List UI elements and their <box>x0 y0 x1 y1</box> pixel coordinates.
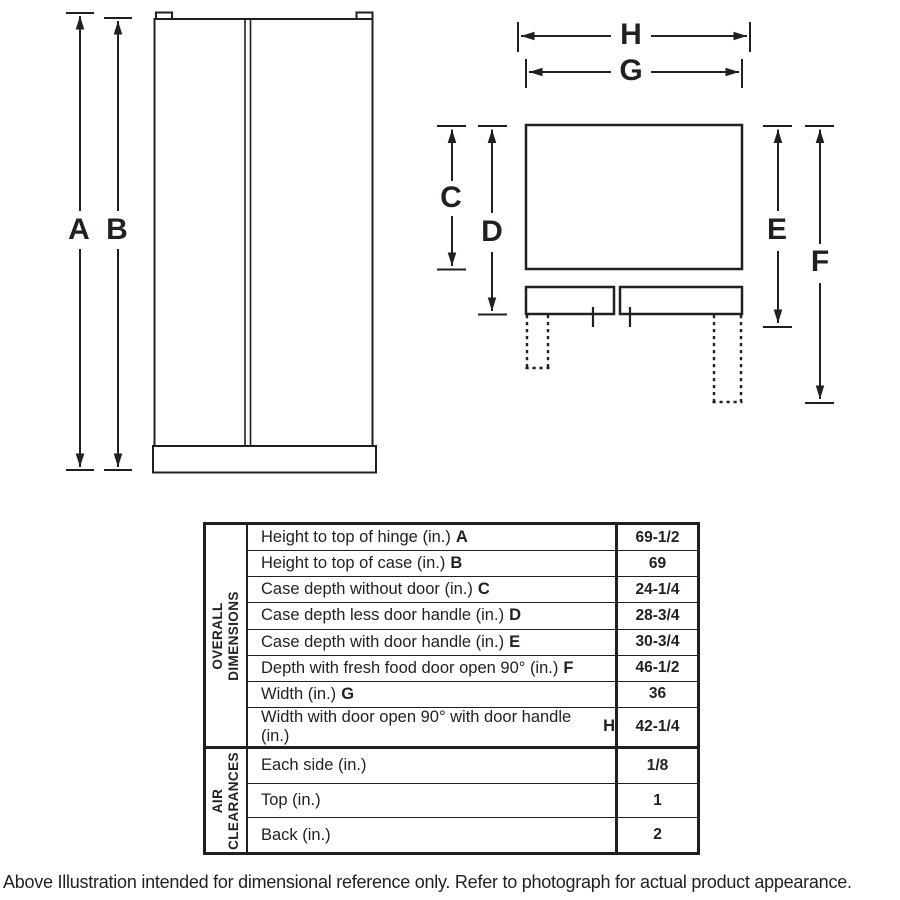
dim-label-c: C <box>440 181 462 214</box>
section-header-line: DIMENSIONS <box>226 590 241 681</box>
row-value: 46-1/2 <box>615 656 697 681</box>
row-value: 30-3/4 <box>615 630 697 655</box>
row-dim-key: E <box>509 632 521 651</box>
row-label: Back (in.) <box>261 825 331 844</box>
table-row <box>248 818 697 852</box>
row-label: Case depth with door handle (in.) E <box>261 632 521 651</box>
row-value: 1/8 <box>615 749 697 783</box>
row-label: Case depth less door handle (in.) D <box>261 606 521 625</box>
section-header-line: OVERALL <box>209 601 225 670</box>
dim-label-a: A <box>68 213 90 246</box>
row-dim-key: A <box>455 528 468 547</box>
front-view-left-hinge <box>156 13 172 20</box>
row-value: 69 <box>615 551 697 576</box>
row-value: 28-3/4 <box>615 603 697 628</box>
top-view-case <box>526 125 742 269</box>
front-view-case <box>155 19 373 446</box>
row-value: 24-1/4 <box>615 577 697 602</box>
dim-label-d: D <box>481 215 503 248</box>
table-row <box>248 551 697 577</box>
row-value: 2 <box>615 818 697 852</box>
row-dim-key: H <box>603 717 615 736</box>
table-row <box>248 603 697 629</box>
row-dim-key: C <box>477 580 490 599</box>
table-row <box>248 525 697 551</box>
top-view-right-door-open-outline <box>713 315 743 402</box>
section-header-overall-dimensions <box>206 525 248 746</box>
top-view-right-door <box>620 287 742 314</box>
row-label: Case depth without door (in.) C <box>261 580 490 599</box>
dim-label-g: G <box>619 54 643 87</box>
top-view-left-door <box>526 287 614 314</box>
row-value: 69-1/2 <box>615 525 697 550</box>
row-value: 36 <box>615 682 697 707</box>
table-row <box>248 630 697 656</box>
disclaimer-caption: Above Illustration intended for dimensional reference only. Refer to photograph for actual product appearance. <box>3 872 852 892</box>
dim-label-h: H <box>620 18 642 51</box>
row-label: Height to top of case (in.) B <box>261 554 463 573</box>
row-dim-key: B <box>450 554 463 573</box>
table-row <box>248 784 697 819</box>
section-header-line: CLEARANCES <box>226 751 241 850</box>
dim-label-f: F <box>810 245 830 278</box>
row-label: Each side (in.) <box>261 756 367 775</box>
section-header-line: AIR <box>209 788 225 813</box>
row-label: Width (in.) G <box>261 684 355 703</box>
table-row <box>248 708 697 746</box>
row-dim-key: D <box>509 606 521 625</box>
dim-label-b: B <box>106 213 128 246</box>
table-row <box>248 656 697 682</box>
row-value: 42-1/4 <box>615 708 697 746</box>
dim-label-e: E <box>766 213 788 246</box>
row-label: Depth with fresh food door open 90° (in.) F <box>261 658 574 677</box>
section-air-clearances <box>206 746 697 852</box>
top-view <box>526 125 743 402</box>
row-label: Height to top of hinge (in.) A <box>261 528 468 547</box>
row-dim-key: F <box>563 658 574 677</box>
row-dim-key: G <box>341 684 355 703</box>
section-header-air-clearances <box>206 749 248 852</box>
row-value: 1 <box>615 784 697 818</box>
dimensions-table <box>203 522 700 855</box>
front-view-right-hinge <box>357 13 373 20</box>
row-label: Width with door open 90° with door handle (in.) H <box>261 707 615 745</box>
table-row <box>248 682 697 708</box>
row-label: Top (in.) <box>261 791 321 809</box>
table-row <box>248 749 697 784</box>
table-row <box>248 577 697 603</box>
top-view-left-door-open-outline <box>526 315 550 368</box>
section-overall-dimensions <box>206 525 697 746</box>
front-view-base <box>153 446 376 473</box>
front-view <box>153 13 376 473</box>
